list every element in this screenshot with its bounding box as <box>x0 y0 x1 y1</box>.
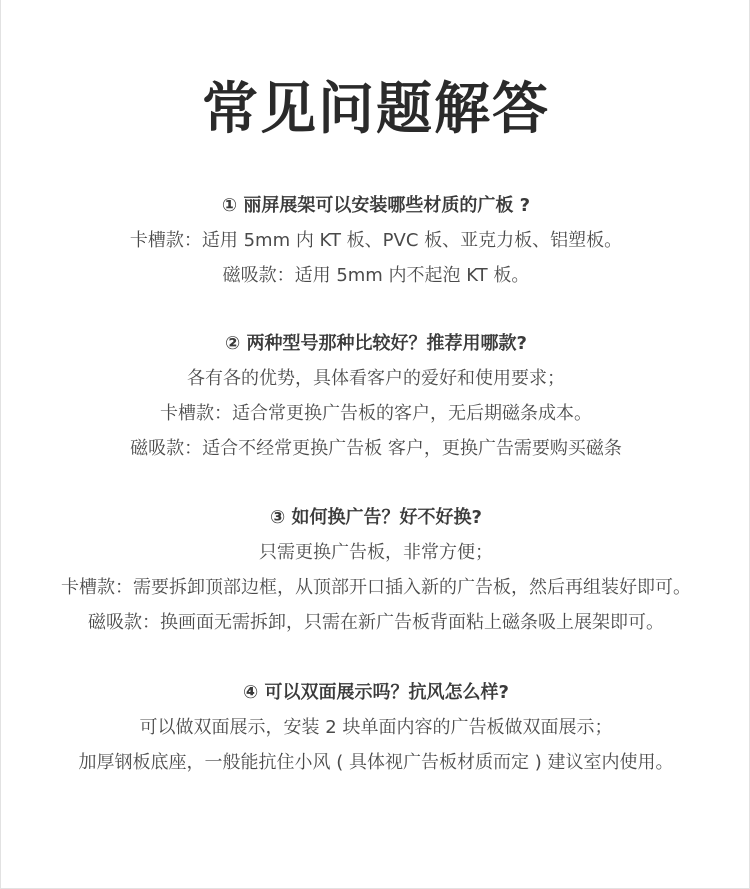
faq-answer-line: 磁吸款：换画面无需拆卸，只需在新广告板背面粘上磁条吸上展架即可。 <box>88 612 664 633</box>
faq-answer-line: 卡槽款：适合常更换广告板的客户，无后期磁条成本。 <box>160 403 592 424</box>
faq-item-1 <box>1 188 750 293</box>
faq-answer-line: 卡槽款：需要拆卸顶部边框，从顶部开口插入新的广告板，然后再组装好即可。 <box>61 577 691 598</box>
faq-item-3 <box>1 500 750 640</box>
faq-answer-line: 磁吸款：适用 5mm 内不起泡 KT 板。 <box>222 265 530 286</box>
faq-question: ④ 可以双面展示吗？抗风怎么样? <box>243 682 509 703</box>
faq-answer-line: 磁吸款：适合不经常更换广告板 客户，更换广告需要购买磁条 <box>130 438 622 459</box>
faq-question: ③ 如何换广告？好不好换? <box>270 507 482 528</box>
faq-item-2 <box>1 326 750 466</box>
faq-answer-line: 加厚钢板底座，一般能抗住小风 ( 具体视广告板材质而定 ) 建议室内使用。 <box>78 752 674 773</box>
faq-answer-line: 可以做双面展示，安装 2 块单面内容的广告板做双面展示； <box>139 717 613 738</box>
page-title: 常见问题解答 <box>202 77 550 142</box>
faq-answer-line: 各有各的优势，具体看客户的爱好和使用要求； <box>187 368 565 389</box>
faq-item-4 <box>1 675 750 780</box>
faq-question: ① 丽屏展架可以安装哪些材质的广板 ? <box>221 195 531 216</box>
faq-question: ② 两种型号那种比较好？推荐用哪款? <box>225 333 527 354</box>
faq-answer-line: 卡槽款：适用 5mm 内 KT 板、PVC 板、亚克力板、铝塑板。 <box>129 230 623 251</box>
faq-answer-line: 只需更换广告板，非常方便； <box>259 542 493 563</box>
